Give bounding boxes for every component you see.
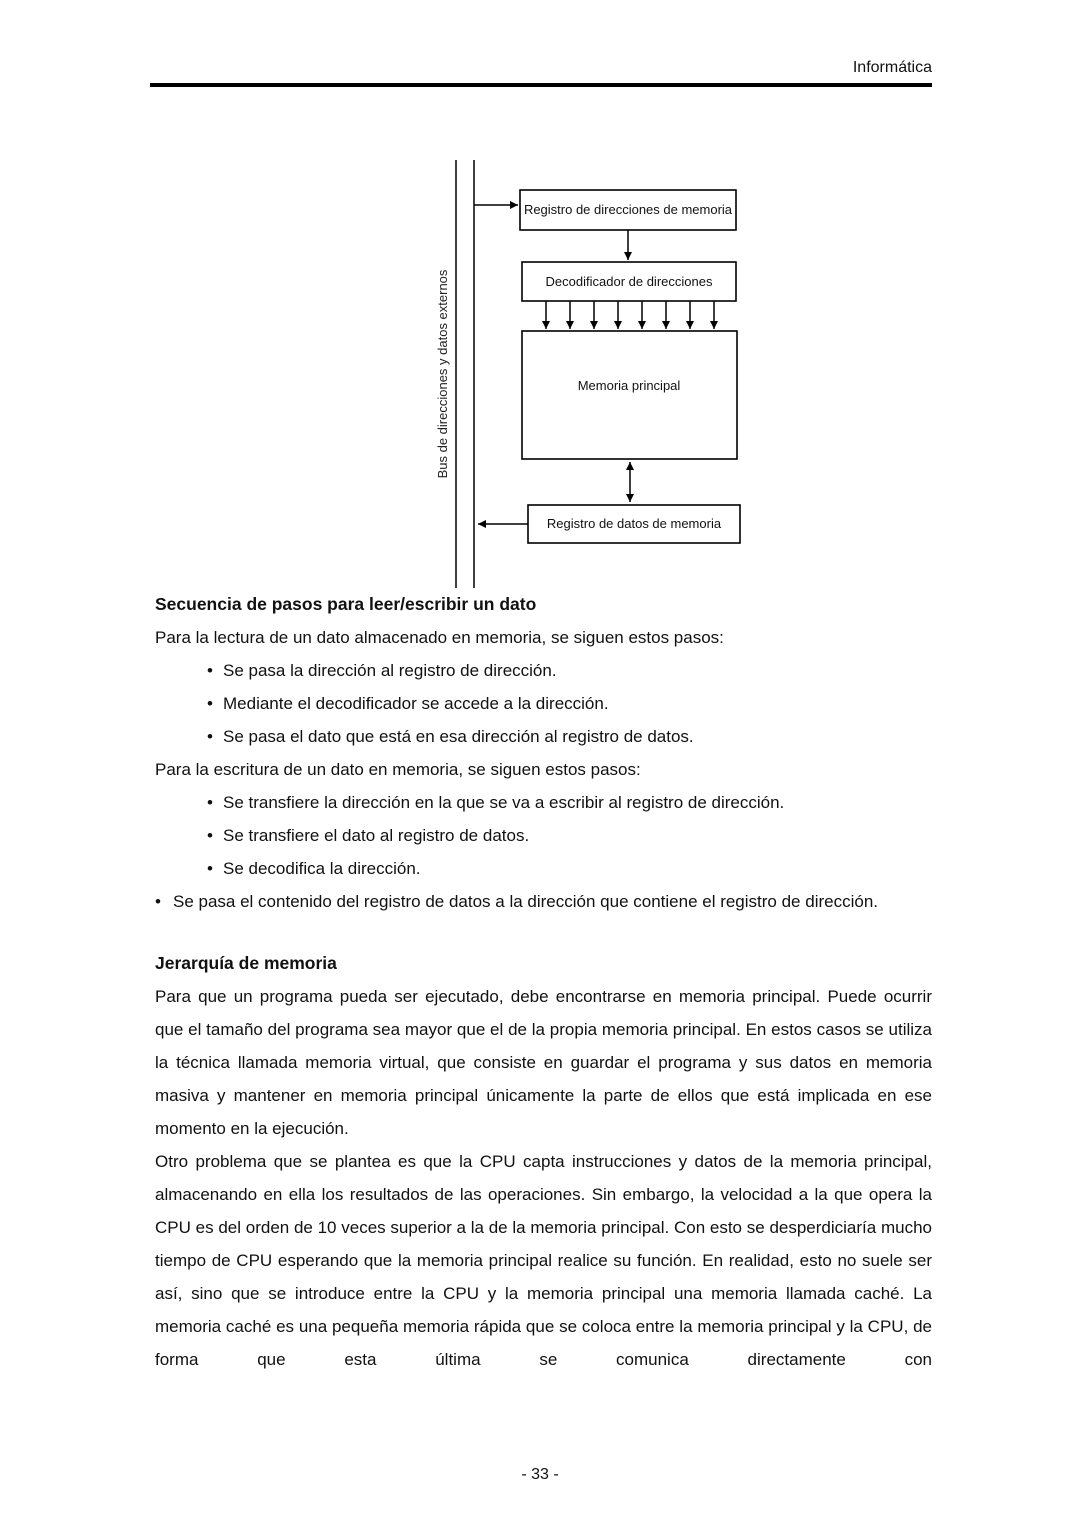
memory-architecture-diagram: [430, 150, 770, 605]
final-bullet-item: • Se pasa el contenido del registro de datos a la dirección que contiene el registro de dirección.: [155, 885, 932, 918]
list-item: • Se pasa el dato que está en esa dirección al registro de datos.: [155, 720, 932, 753]
paragraph-jerarquia-2: Otro problema que se plantea es que la CPU capta instrucciones y datos de la memoria principal, almacenando en ella los resultados de las operaciones. Sin embargo, la velocidad a la que opera la CPU es del orden de 10 veces superior a la de la memoria principal. Con esto se desperdiciaría mucho tiempo de CPU esperando que la memoria principal realice su función. En realidad, esto no suele ser así, sino que se introduce entre la CPU y la memoria principal una memoria llamada caché. La memoria caché es una pequeña memoria rápida que se coloca entre la memoria principal y la CPU, de forma que esta última se comunica directamente con: [155, 1152, 932, 1369]
document-body: [155, 588, 932, 1376]
box-memoria-principal: [522, 331, 737, 459]
escritura-intro: Para la escritura de un dato en memoria, se siguen estos pasos:: [155, 760, 641, 779]
section-heading-jerarquia: Jerarquía de memoria: [155, 953, 337, 973]
bus-rotated-label: Bus de direcciones y datos externos: [435, 269, 450, 479]
paragraph-jerarquia-1: Para que un programa pueda ser ejecutado, debe encontrarse en memoria principal. Puede ocurrir que el tamaño del programa sea mayor que el de la propia memoria principal. En estos casos se utiliza la técnica llamada memoria virtual, que consiste en guardar el programa y sus datos en memoria masiva y mantener en memoria principal únicamente la parte de ellos que está implicada en ese momento en la ejecución.: [155, 987, 932, 1138]
list-item: • Se decodifica la dirección.: [155, 852, 932, 885]
escritura-bullet-list: [155, 786, 932, 885]
section-heading-secuencia: Secuencia de pasos para leer/escribir un dato: [155, 594, 537, 614]
label-registro-direcciones: Registro de direcciones de memoria: [523, 202, 733, 217]
header-rule: [150, 83, 932, 87]
page-header-title: Informática: [852, 59, 932, 76]
memory-diagram-svg: [430, 150, 770, 605]
list-item: • Mediante el decodificador se accede a la dirección.: [155, 687, 932, 720]
page-number: - 33 -: [521, 1466, 559, 1483]
lectura-bullet-list: [155, 654, 932, 753]
list-item: • Se pasa la dirección al registro de dirección.: [155, 654, 932, 687]
list-item: • Se transfiere la dirección en la que se va a escribir al registro de dirección.: [155, 786, 932, 819]
label-decodificador: Decodificador de direcciones: [545, 274, 713, 289]
lectura-intro: Para la lectura de un dato almacenado en memoria, se siguen estos pasos:: [155, 628, 724, 647]
label-registro-datos: Registro de datos de memoria: [546, 516, 722, 531]
list-item: • Se transfiere el dato al registro de datos.: [155, 819, 932, 852]
label-memoria-principal: Memoria principal: [577, 378, 681, 393]
